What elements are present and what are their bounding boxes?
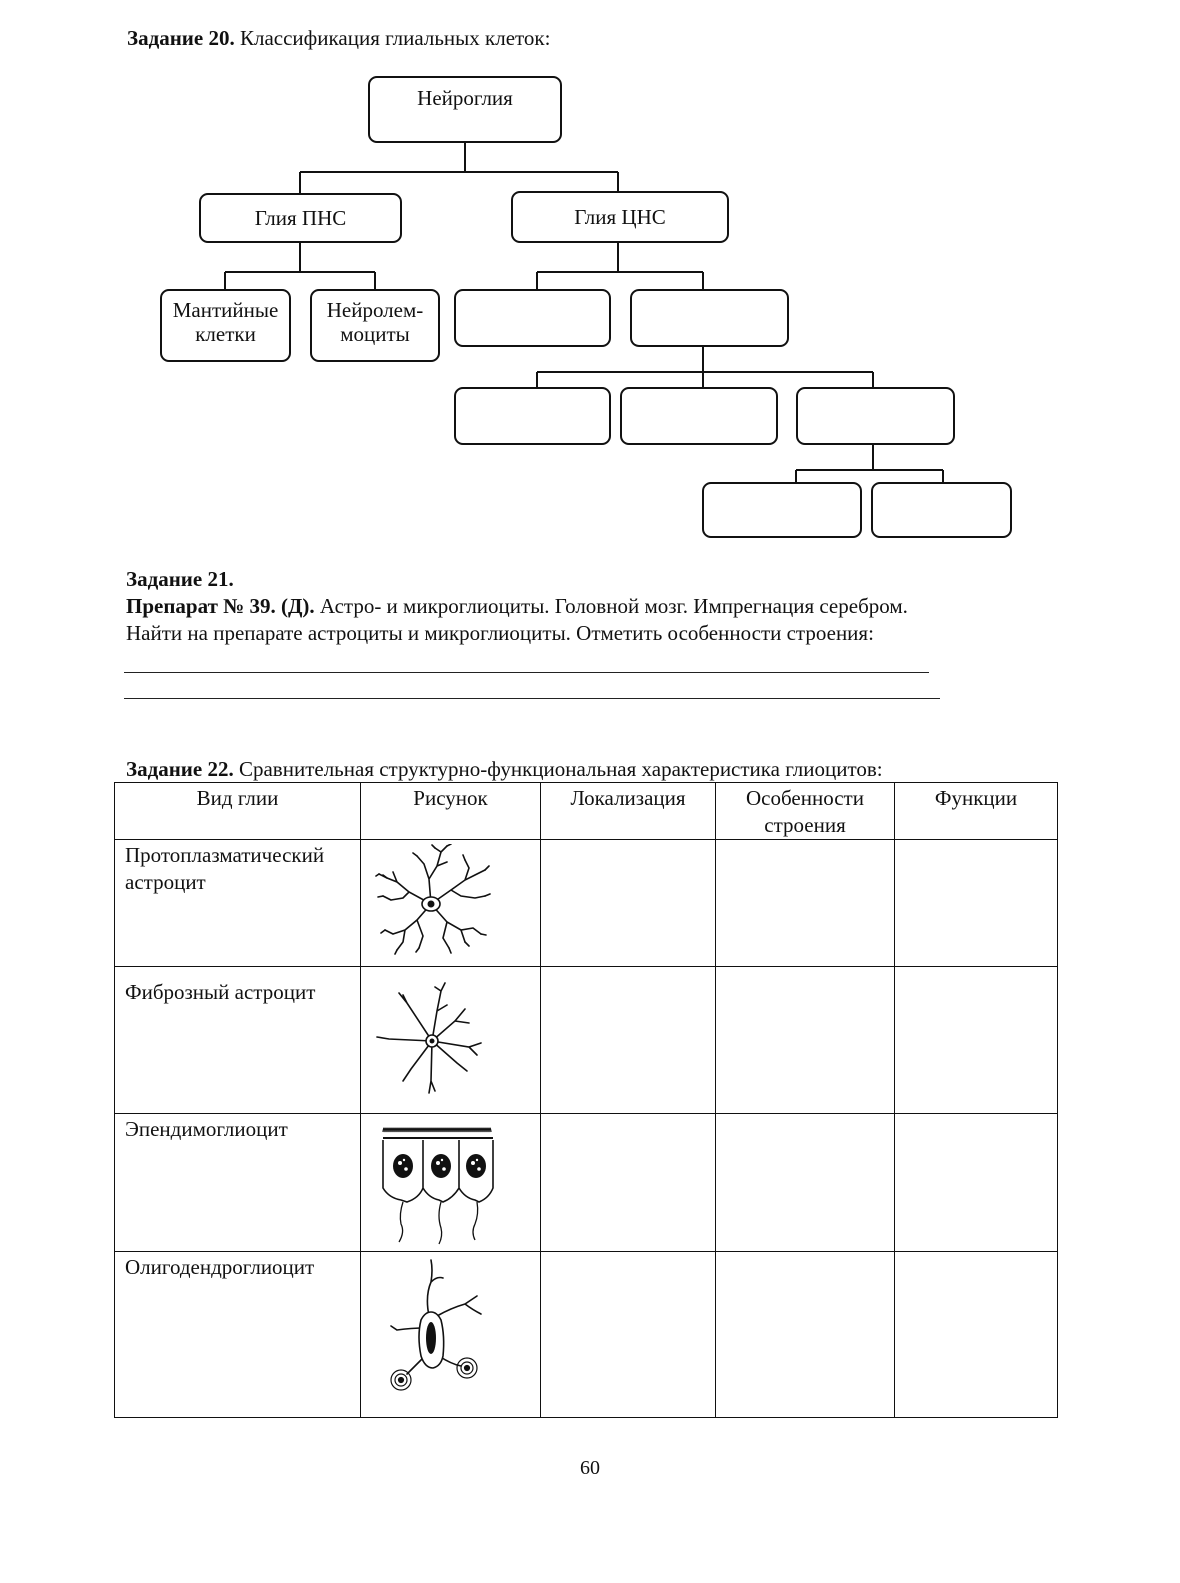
functions-cell[interactable] [895, 967, 1058, 1114]
tree-empty-cns-child-2[interactable] [630, 289, 789, 347]
preparation-label: Препарат № 39. (Д). [126, 594, 315, 618]
drawing-cell [361, 1252, 541, 1418]
oligodendrocyte-drawing [381, 1256, 501, 1406]
functions-cell[interactable] [895, 1252, 1058, 1418]
localization-cell[interactable] [541, 1252, 716, 1418]
column-header-glia-type: Вид глии [115, 783, 361, 840]
ependymocyte-drawing [379, 1118, 509, 1248]
glia-name-protoplasmic [115, 840, 361, 967]
fibrous-astrocyte-drawing [369, 981, 499, 1101]
table-row [115, 1252, 1058, 1418]
functions-cell[interactable] [895, 1114, 1058, 1252]
classification-connectors [0, 0, 1180, 560]
task21-label: Задание 21. [126, 567, 234, 591]
table-row [115, 840, 1058, 967]
table-row [115, 1114, 1058, 1252]
fibrous-astrocyte-label: Фиброзный астроцит [125, 980, 316, 1004]
column-header-functions: Функции [895, 783, 1058, 840]
task21-preparation [126, 594, 908, 619]
answer-line-1[interactable] [124, 672, 929, 673]
tree-node-mantle-cells [160, 289, 291, 362]
neurolemmocytes-line2: моциты [340, 322, 410, 346]
task22-text: Сравнительная структурно-функциональная характеристика глиоцитов: [233, 757, 883, 781]
table-row [115, 967, 1058, 1114]
task22-label: Задание 22. [126, 757, 234, 781]
tree-empty-level3-2[interactable] [620, 387, 778, 445]
column-header-drawing: Рисунок [361, 783, 541, 840]
tree-node-neurolemmocytes [310, 289, 440, 362]
ependymocyte-label: Эпендимоглиоцит [125, 1117, 288, 1141]
task21-instruction: Найти на препарате астроциты и микроглиоциты. Отметить особенности строения: [126, 621, 874, 645]
localization-cell[interactable] [541, 967, 716, 1114]
mantle-cells-line1: Мантийные [172, 298, 279, 322]
tree-cns-label: Глия ЦНС [574, 205, 666, 229]
glia-name-fibrous [115, 967, 361, 1114]
localization-cell[interactable] [541, 1114, 716, 1252]
tree-empty-level3-1[interactable] [454, 387, 611, 445]
task20-text: Классификация глиальных клеток: [234, 26, 551, 50]
column-header-structure: Особенности строения [716, 783, 895, 840]
tree-root-label: Нейроглия [417, 86, 513, 110]
glia-name-oligodendrocyte [115, 1252, 361, 1418]
tree-empty-cns-child-1[interactable] [454, 289, 611, 347]
mantle-cells-line2: клетки [195, 322, 256, 346]
protoplasmic-astrocyte-drawing [369, 844, 499, 959]
table-header-row [115, 783, 1058, 840]
neurolemmocytes-line1: Нейролем- [326, 298, 424, 322]
task20-label: Задание 20. [127, 26, 235, 50]
tree-pns-label: Глия ПНС [254, 206, 347, 230]
tree-empty-level3-3[interactable] [796, 387, 955, 445]
oligodendrocyte-label: Олигодендроглиоцит [125, 1255, 315, 1279]
structure-cell[interactable] [716, 840, 895, 967]
tree-node-pns-glia [199, 193, 402, 243]
protoplasmic-astrocyte-label: Протоплазматический астроцит [125, 843, 325, 894]
drawing-cell [361, 840, 541, 967]
preparation-text: Астро- и микроглиоциты. Головной мозг. Импрегнация серебром. [314, 594, 908, 618]
tree-empty-level4-2[interactable] [871, 482, 1012, 538]
drawing-cell [361, 967, 541, 1114]
column-header-localization: Локализация [541, 783, 716, 840]
tree-empty-level4-1[interactable] [702, 482, 862, 538]
functions-cell[interactable] [895, 840, 1058, 967]
tree-node-cns-glia [511, 191, 729, 243]
tree-root-neuroglia [368, 76, 562, 143]
task22-heading [126, 757, 883, 782]
structure-cell[interactable] [716, 1252, 895, 1418]
task21-heading [126, 567, 234, 592]
localization-cell[interactable] [541, 840, 716, 967]
structure-cell[interactable] [716, 1114, 895, 1252]
structure-cell[interactable] [716, 967, 895, 1114]
glia-name-ependymocyte [115, 1114, 361, 1252]
answer-line-2[interactable] [124, 698, 940, 699]
page-number: 60 [580, 1457, 600, 1479]
glia-comparison-table [114, 782, 1058, 1418]
drawing-cell [361, 1114, 541, 1252]
